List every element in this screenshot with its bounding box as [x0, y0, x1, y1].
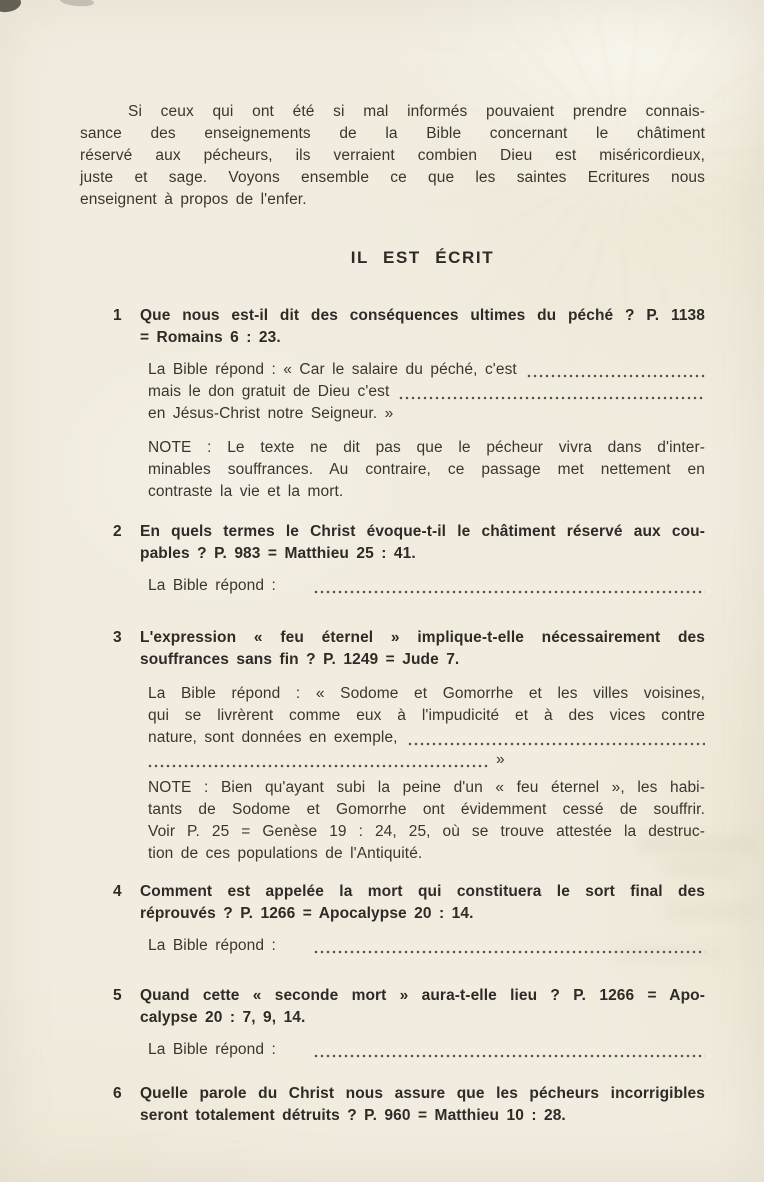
note-line: NOTE : Le texte ne dit pas que le pécheur vivra dans d'inter-: [148, 439, 705, 456]
answer-block-5: [148, 1039, 705, 1061]
answer-line: La Bible répond : « Sodome et Gomorrhe et les villes voisines,: [148, 685, 705, 702]
question-text: [140, 305, 705, 349]
dotted-blank: [148, 751, 488, 771]
note-line: contraste la vie et la mort.: [148, 483, 344, 500]
intro-paragraph: [80, 101, 705, 211]
intro-line: sance des enseignements de la Bible concernant le châtiment: [80, 125, 705, 142]
question-line: réprouvés ? P. 1266 = Apocalypse 20 : 14.: [140, 905, 474, 922]
question-text: [140, 521, 705, 565]
answer-text: La Bible répond :: [148, 1041, 276, 1058]
answer-line: [148, 575, 705, 597]
answer-line: [148, 1039, 705, 1061]
scan-smudge-corner: [0, 0, 22, 15]
answer-text: mais le don gratuit de Dieu c'est: [148, 383, 390, 400]
question-item-6: [113, 1083, 705, 1127]
note-block-1: [148, 437, 705, 503]
question-line: Quand cette « seconde mort » aura-t-elle lieu ? P. 1266 = Apo-: [140, 987, 705, 1004]
question-line: = Romains 6 : 23.: [140, 329, 281, 346]
question-number: 6: [113, 1085, 122, 1102]
question-item-3: [113, 627, 705, 671]
answer-text: »: [496, 751, 505, 768]
note-line: NOTE : Bien qu'ayant subi la peine d'un « feu éternel », les habi-: [148, 779, 705, 796]
intro-line: enseignent à propos de l'enfer.: [80, 191, 307, 208]
answer-line: [148, 727, 705, 749]
question-text: [140, 985, 705, 1029]
question-text: [140, 881, 705, 925]
question-number: 1: [113, 307, 122, 324]
question-line: L'expression « feu éternel » implique-t-elle nécessairement des: [140, 629, 705, 646]
question-number: 4: [113, 883, 122, 900]
question-line: En quels termes le Christ évoque-t-il le châtiment réservé aux cou-: [140, 523, 705, 540]
answer-block-1: [148, 359, 705, 425]
question-line: seront totalement détruits ? P. 960 = Matthieu 10 : 28.: [140, 1107, 566, 1124]
answer-line: en Jésus-Christ notre Seigneur. »: [148, 405, 394, 422]
question-item-5: [113, 985, 705, 1029]
answer-line: [148, 749, 705, 771]
note-line: minables souffrances. Au contraire, ce passage met nettement en: [148, 461, 705, 478]
question-line: Que nous est-il dit des conséquences ultimes du péché ? P. 1138: [140, 307, 705, 324]
answer-text: nature, sont données en exemple,: [148, 729, 398, 746]
dotted-blank: [408, 729, 705, 749]
note-line: tion de ces populations de l'Antiquité.: [148, 845, 423, 862]
dotted-blank: [527, 361, 705, 381]
question-number: 5: [113, 987, 122, 1004]
scan-smudge-top: [60, 0, 95, 7]
question-item-2: [113, 521, 705, 565]
answer-block-2: [148, 575, 705, 597]
question-text: [140, 627, 705, 671]
answer-text: La Bible répond :: [148, 937, 276, 954]
answer-block-4: [148, 935, 705, 957]
answer-block-3: [148, 683, 705, 771]
dotted-blank: [314, 577, 705, 597]
page-content: [80, 101, 705, 1127]
answer-line: [148, 935, 705, 957]
question-text: [140, 1083, 705, 1127]
intro-line: réservé aux pécheurs, ils verraient combien Dieu est miséricordieux,: [80, 147, 705, 164]
note-line: Voir P. 25 = Genèse 19 : 24, 25, où se trouve attestée la destruc-: [148, 823, 705, 840]
dotted-blank: [314, 937, 705, 957]
answer-line: qui se livrèrent comme eux à l'impudicité et à des vices contre: [148, 707, 705, 724]
question-line: Comment est appelée la mort qui constituera le sort final des: [140, 883, 705, 900]
answer-line: [148, 381, 705, 403]
question-line: Quelle parole du Christ nous assure que les pécheurs incorrigibles: [140, 1085, 705, 1102]
intro-line: juste et sage. Voyons ensemble ce que les saintes Ecritures nous: [80, 169, 705, 186]
question-line: pables ? P. 983 = Matthieu 25 : 41.: [140, 545, 416, 562]
note-block-3: [148, 777, 705, 865]
question-number: 2: [113, 523, 122, 540]
intro-line: Si ceux qui ont été si mal informés pouvaient prendre connais-: [128, 103, 705, 120]
section-heading: IL EST ÉCRIT: [350, 248, 495, 267]
answer-line: [148, 359, 705, 381]
question-line: souffrances sans fin ? P. 1249 = Jude 7.: [140, 651, 460, 668]
question-item-4: [113, 881, 705, 925]
note-line: tants de Sodome et Gomorrhe ont évidemment cessé de souffrir.: [148, 801, 705, 818]
answer-text: La Bible répond :: [148, 577, 276, 594]
answer-text: La Bible répond : « Car le salaire du péché, c'est: [148, 361, 517, 378]
question-item-1: [113, 305, 705, 349]
question-line: calypse 20 : 7, 9, 14.: [140, 1009, 306, 1026]
question-number: 3: [113, 629, 122, 646]
dotted-blank: [399, 383, 705, 403]
dotted-blank: [314, 1041, 705, 1061]
